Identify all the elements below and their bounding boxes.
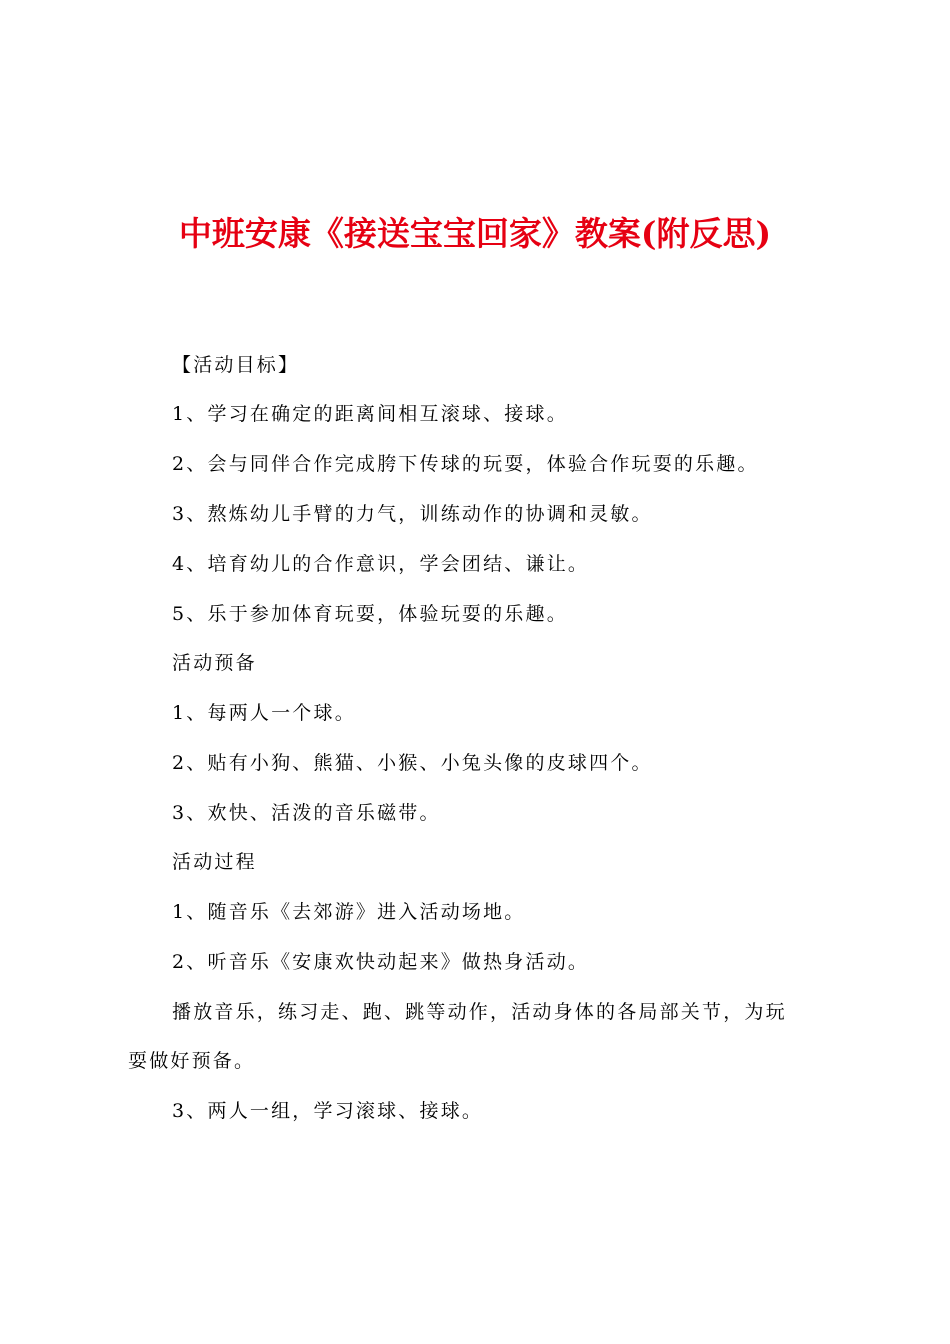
goal-item-3: 3、熬炼幼儿手臂的力气，训练动作的协调和灵敏。 (172, 503, 653, 525)
goal-item-5: 5、乐于参加体育玩耍，体验玩耍的乐趣。 (172, 603, 568, 625)
preparation-item-3: 3、欢快、活泼的音乐磁带。 (172, 802, 441, 824)
section-heading-goals: 【活动目标】 (172, 354, 300, 376)
process-paragraph-line-2: 耍做好预备。 (128, 1050, 256, 1072)
process-item-2: 2、听音乐《安康欢快动起来》做热身活动。 (172, 951, 590, 973)
section-heading-process: 活动过程 (172, 851, 257, 873)
process-item-1: 1、随音乐《去郊游》进入活动场地。 (172, 901, 526, 923)
goal-item-4: 4、培育幼儿的合作意识，学会团结、谦让。 (172, 553, 590, 575)
goal-item-1: 1、学习在确定的距离间相互滚球、接球。 (172, 403, 568, 425)
goal-item-2: 2、会与同伴合作完成胯下传球的玩耍，体验合作玩耍的乐趣。 (172, 453, 759, 475)
section-heading-preparation: 活动预备 (172, 652, 257, 674)
process-paragraph-line-1: 播放音乐，练习走、跑、跳等动作，活动身体的各局部关节，为玩 (172, 1001, 787, 1023)
process-item-3: 3、两人一组，学习滚球、接球。 (172, 1100, 484, 1122)
preparation-item-2: 2、贴有小狗、熊猫、小猴、小兔头像的皮球四个。 (172, 752, 653, 774)
document-title: 中班安康《接送宝宝回家》教案(附反思) (178, 214, 772, 253)
preparation-item-1: 1、每两人一个球。 (172, 702, 356, 724)
